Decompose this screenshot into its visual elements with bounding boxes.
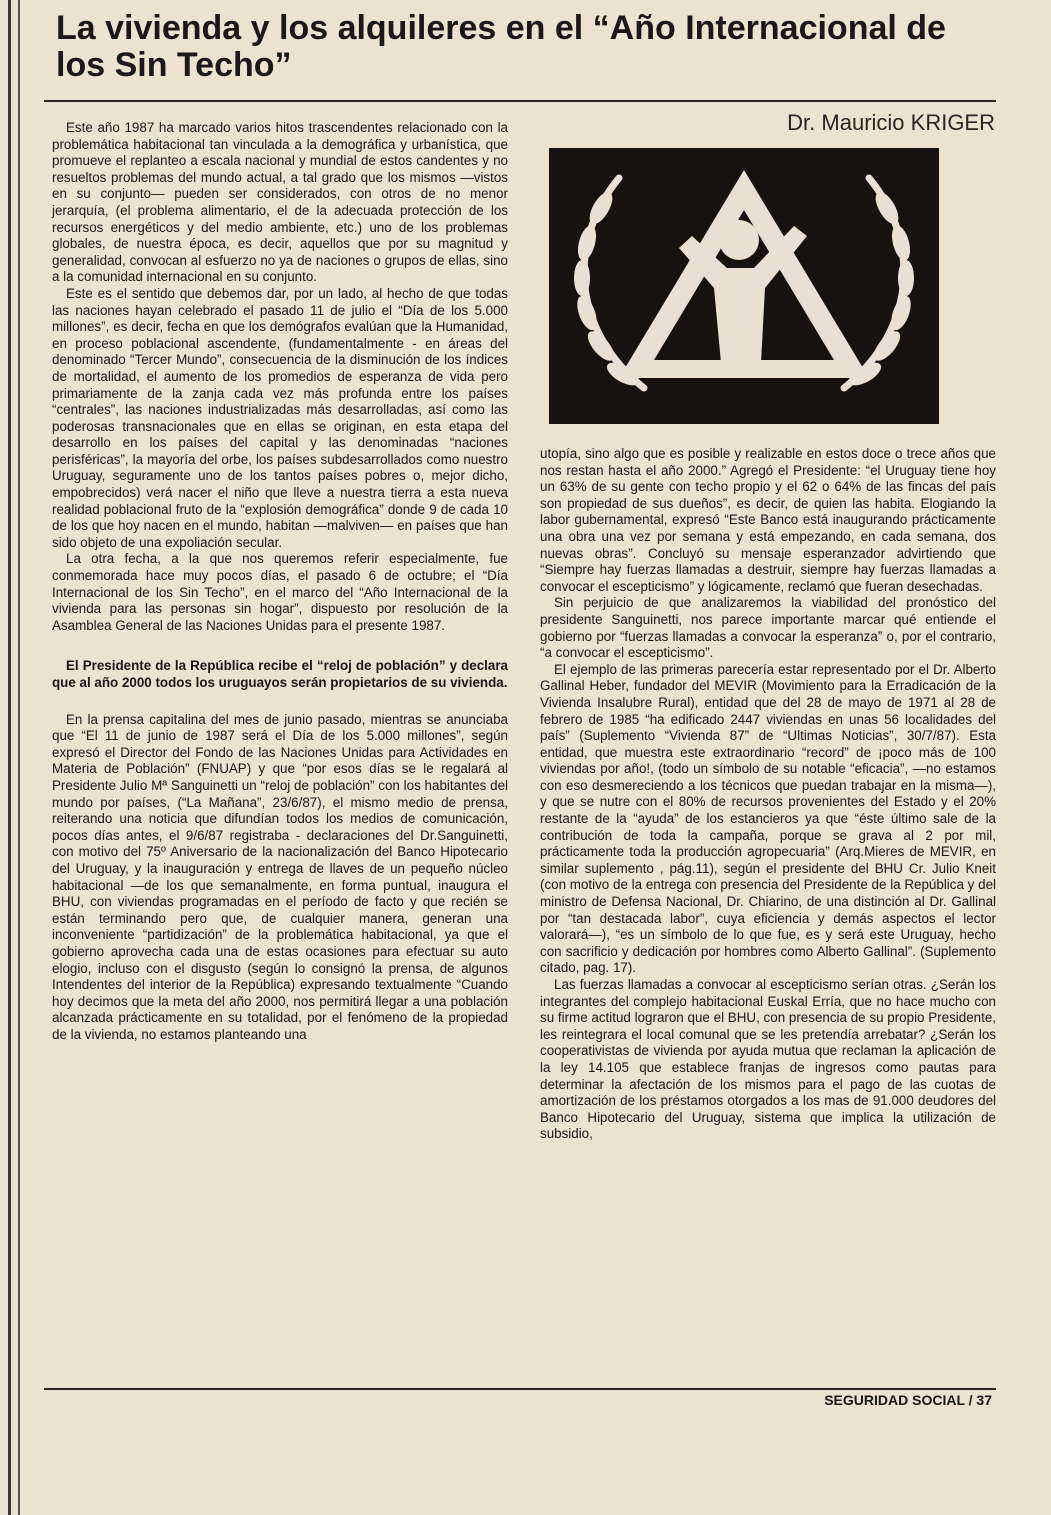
right-column <box>540 446 996 1143</box>
article-title: La vivienda y los alquileres en el “Año Internacional de los Sin Techo” <box>56 9 946 84</box>
shelter-emblem-icon <box>549 148 939 424</box>
paragraph: El ejemplo de las primeras parecería estar representado por el Dr. Alberto Gallinal Heber, fundador del MEVIR (Movimiento para la Erradicación de la Vivienda Insalubre Rural), entidad que del 28 de mayo de 1971 al 28 de febrero de 1985 “ha edificado 2447 viviendas en unas 56 localidades del país” (Suplemento “Vivienda 87” de “Ultimas Noticias”, 30/7/87). Esta entidad, que muestra este extraordinario “record” de ¡poco más de 100 viviendas por año!, (todo un símbolo de su notable “eficacia”, —no estamos con eso desmereciendo a los técnicos que puedan trabajar en la misma—), y que se nutre con el 80% de recursos provenientes del Estado y el 20% restante de la “ayuda” de los estancieros ya que “éste último sale de la contribución de toda la campaña, porque se grava al 2 por mil, prácticamente toda la producción agropecuaria” (Arq.Mieres de MEVIR, en similar suplemento , pág.11), según el presidente del BHU Cr. Julio Kneit (con motivo de la entrega con presencia del Presidente de la República y del ministro de Defensa Nacional, Dr. Chiarino, de una distinción al Dr. Gallinal por “tan destacada labor”, cuya eficiencia y demás aspectos el lector valorará—), “es un símbolo de lo que fue, es y será este Uruguay, hecho con sacrificio y dedicación por hombres como Alberto Gallinal”. (Suplemento citado, pag. 17). <box>540 661 996 976</box>
title-rule <box>44 100 996 102</box>
footer-rule <box>44 1388 996 1390</box>
paragraph: Sin perjuicio de que analizaremos la viabilidad del pronóstico del presidente Sanguinetti, nos parece importante marcar qué entiende el gobierno por “fuerzas llamadas a convocar la esperanza” o, por el contrario, “a convocar el escepticismo”. <box>540 595 996 661</box>
paragraph: Este es el sentido que debemos dar, por un lado, al hecho de que todas las naciones hayan celebrado el pasado 11 de julio el “Día de los 5.000 millones”, es decir, fecha en que los demógrafos evalúan que la Humanidad, en proceso poblacional ascendente, (fundamentalmente - en áreas del denominado “Tercer Mundo”, consecuencia de la disminución de los índices de mortalidad, el aumento de los promedios de esperanza de vida pero primariamente de la zanja cada vez más profunda entre los países “centrales”, las naciones industrializadas más desarrolladas, así como las poderosas transnacionales que en ellas se originan, en esta etapa del desarrollo en los países del capital y las denominadas “naciones perisféricas”, la mayoría del orbe, los países subdesarrollados como nuestro Uruguay, seguramente uno de los tantos países pobres o, mejor dicho, empobrecidos) verá nacer el niño que lleve a nuestra tierra a esta nueva realidad poblacional fruto de la “explosión demográfica” donde 9 de cada 10 de los que hoy nacen en el mundo, habitan —malviven— en países que han sido objeto de una expoliación secular. <box>52 285 508 550</box>
paragraph: Este año 1987 ha marcado varios hitos trascendentes relacionado con la problemática habitacional tan vinculada a la demográfica y urbanística, que promueve el replanteo a escala nacional y mundial de estos candentes y no resueltos problemas del mundo actual, a tal grado que los mismos —vistos en su conjunto— pueden ser considerados, con otros de no menor jerarquía, (el problema alimentario, el de la adecuada protección de los recursos energéticos y del medio ambiente, etc.) uno de los problemas globales, de nuestra época, es decir, aquellos que por su magnitud y generalidad, convocan al esfuerzo no ya de naciones o grupos de ellas, sino a la comunidad internacional en su conjunto. <box>52 120 508 285</box>
left-column <box>52 120 508 1043</box>
page-edge-line <box>8 0 11 1515</box>
subheading: El Presidente de la República recibe el “reloj de población” y declara que al año 2000 todos los uruguayos serán propietarios de su vivienda. <box>52 658 508 690</box>
paragraph: Las fuerzas llamadas a convocar al escepticismo serían otras. ¿Serán los integrantes del complejo habitacional Euskal Erría, que no hace mucho con su firme actitud lograron que el BHU, con presencia de su propio Presidente, les reintegrara el local comunal que se les pretendía arrebatar? ¿Serán los cooperativistas de vivienda por ayuda mutua que reclaman la aplicación de la ley 14.105 que establece franjas de ingresos como pautas para determinar la afectación de los mismos para el pago de las cuotas de amortización de los préstamos otorgados a los mas de 91.000 deudores del Banco Hipotecario del Uruguay, sistema que implica la utilización de subsidio, <box>540 977 996 1142</box>
emblem-image <box>549 148 939 424</box>
paragraph: En la prensa capitalina del mes de junio pasado, mientras se anunciaba que “El 11 de junio de 1987 será el Día de los 5.000 millones”, según expresó el Director del Fondo de las Naciones Unidas para Actividades en Materia de Población” (FNUAP) y que “por esos días se le regalará al Presidente Julio Mª Sanguinetti un “reloj de población” con los habitantes del mundo por países, (“La Mañana”, 23/6/87), el mismo medio de prensa, reiterando una noticia que difundían todos los medios de comunicación, pocos días antes, el 9/6/87 registraba - declaraciones del Dr.Sanguinetti, con motivo del 75º Aniversario de la nacionalización del Banco Hipotecario del Uruguay, y la inauguración y entrega de llaves de un pequeño núcleo habitacional —de los que semanalmente, en forma puntual, inaugura el BHU, con viviendas programadas en el período de facto y que recién se están terminando pero que, de cualquier manera, generan una inconveniente “partidización” de la problemática habitacional, ya que el gobierno aprovecha cada una de estas ocasiones para efectuar su auto elogio, incluso con el disgusto (según lo consignó la prensa, de algunos Intendentes del interior de la República) expresando textualmente “Cuando hoy decimos que la meta del año 2000, nos permitirá llegar a una población alcanzada prácticamente en su totalidad, por el fenómeno de la propiedad de la vivienda, no estamos planteando una <box>52 711 508 1042</box>
paragraph: La otra fecha, a la que nos queremos referir especialmente, fue conmemorada hace muy pocos días, el pasado 6 de octubre; el “Día Internacional de los Sin Techo”, en el marco del “Año Internacional de la vivienda para las personas sin hogar”, dispuesto por resolución de la Asamblea General de las Naciones Unidas para el presente 1987. <box>52 551 508 633</box>
author-byline: Dr. Mauricio KRIGER <box>787 110 995 135</box>
page-footer: SEGURIDAD SOCIAL / 37 <box>824 1392 992 1408</box>
paragraph: utopía, sino algo que es posible y realizable en estos doce o trece años que nos restan hasta el año 2000.” Agregó el Presidente: “el Uruguay tiene hoy un 63% de su gente con techo propio y el 62 o 64% de las fincas del país son propiedad de sus dueños”, es decir, de quien las habita. Elogiando la labor gubernamental, expresó “Este Banco está inaugurando prácticamente una obra una vez por semana y está empezando, en cada semana, dos nuevas obras”. Concluyó su mensaje esperanzador advirtiendo que “Siempre hay fuerzas llamadas a destruir, siempre hay fuerzas llamadas a convocar el escepticismo” y lógicamente, reclamó que fueran desechadas. <box>540 446 996 594</box>
page-edge-line-inner <box>18 0 20 1515</box>
